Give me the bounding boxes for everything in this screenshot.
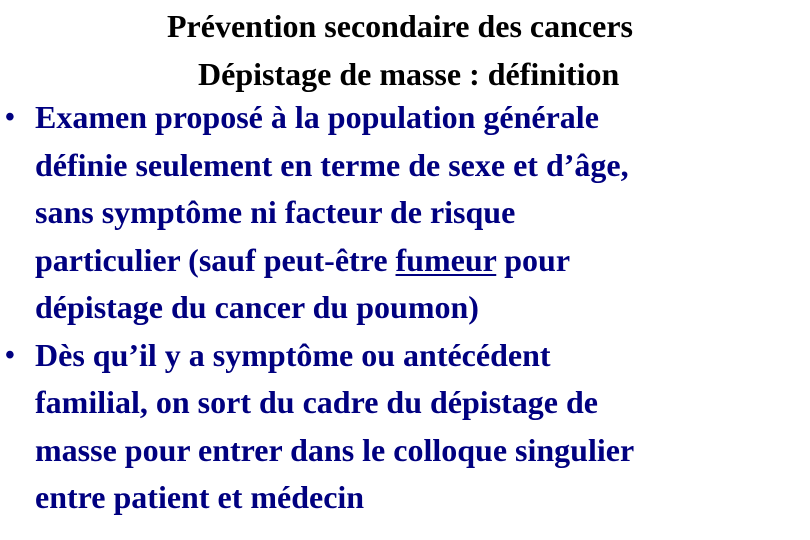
- bullet-text-line: Examen proposé à la population générale: [35, 99, 599, 135]
- bullet-text-line: masse pour entrer dans le colloque singulier: [35, 431, 635, 468]
- bullet-text-line: entre patient et médecin: [35, 479, 365, 515]
- bullet-list: [0, 94, 810, 522]
- bullet-text-segment: particulier (sauf peut-être: [35, 241, 396, 278]
- slide-title-line-2: Dépistage de masse : définition: [198, 56, 620, 92]
- bullet-item-screening-definition: [0, 94, 810, 332]
- bullet-icon: •: [5, 339, 15, 371]
- bullet-text-line-mixed: [35, 237, 810, 285]
- bullet-text-segment: pour: [496, 241, 571, 278]
- bullet-icon: •: [5, 102, 15, 133]
- bullet-item-symptom-exclusion: [0, 332, 810, 522]
- bullet-text-line: définie seulement en terme de sexe et d’âge,: [35, 146, 629, 183]
- slide-title-line-1: Prévention secondaire des cancers: [167, 8, 633, 44]
- bullet-text-line: Dès qu’il y a symptôme ou antécédent: [35, 336, 551, 373]
- bullet-text-line: dépistage du cancer du poumon): [35, 289, 479, 325]
- bullet-text-line: sans symptôme ni facteur de risque: [35, 194, 516, 230]
- bullet-text-line: familial, on sort du cadre du dépistage de: [35, 384, 598, 420]
- underlined-term-fumeur: fumeur: [395, 241, 497, 278]
